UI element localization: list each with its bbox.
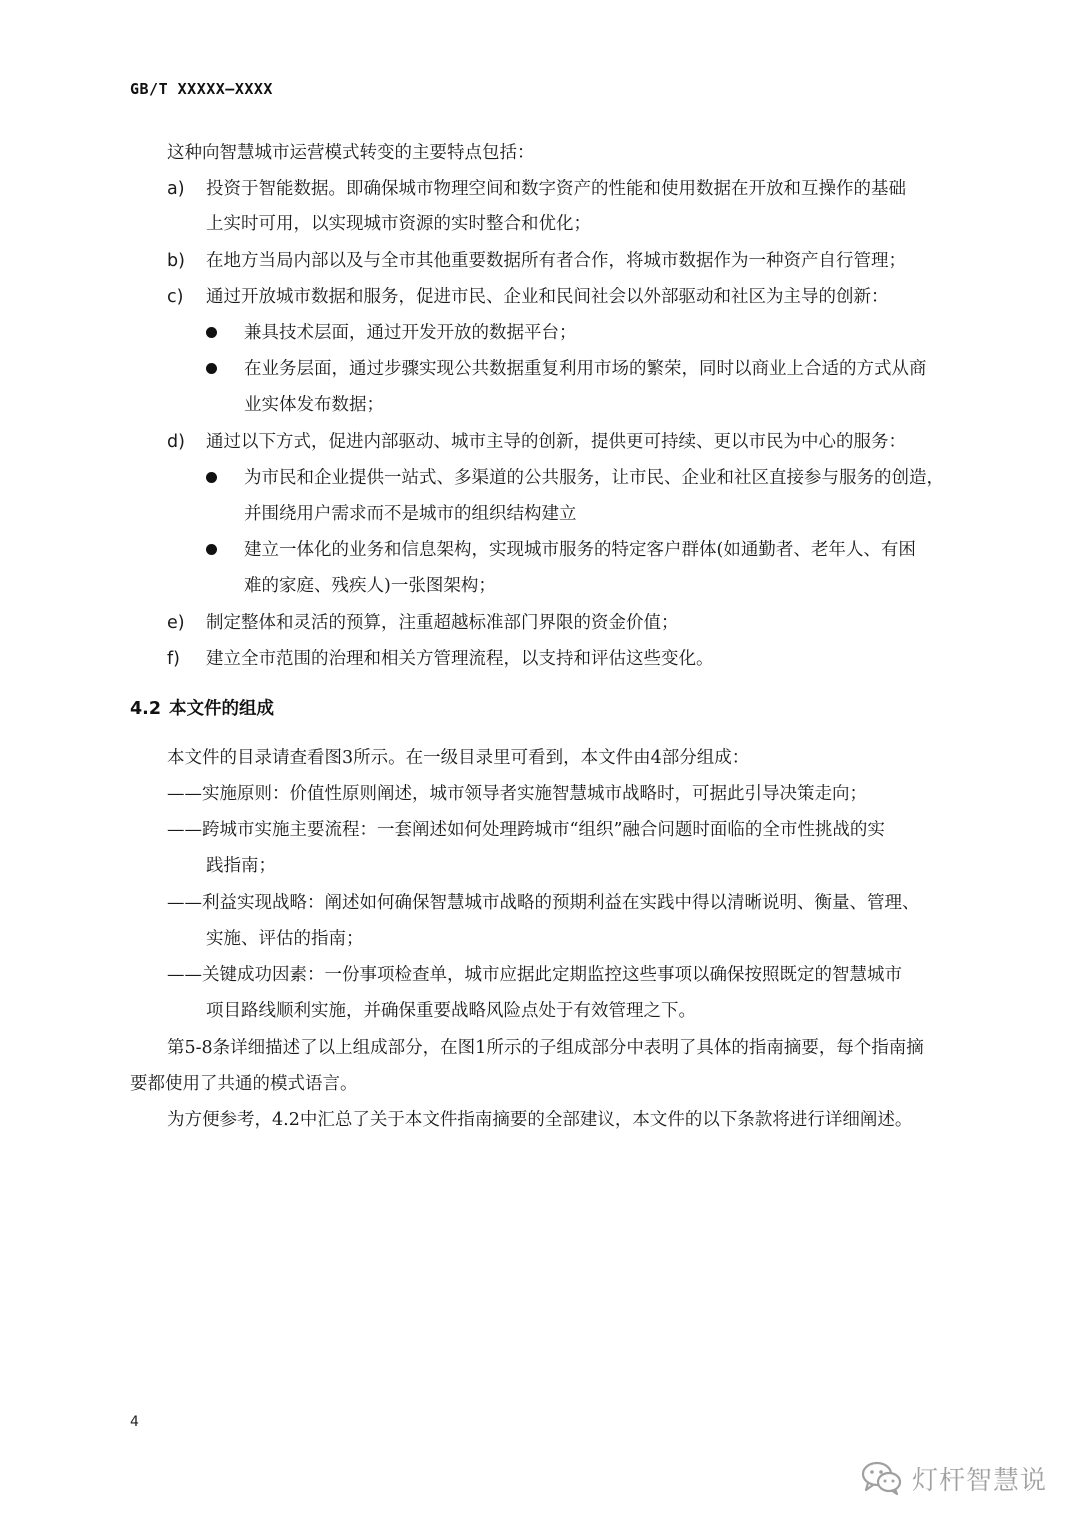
item-f-marker: f) — [167, 649, 180, 669]
bullet-dot-icon — [206, 472, 217, 483]
item-c-bullet2-line1: 在业务层面，通过步骤实现公共数据重复利用市场的繁荣，同时以商业上合适的方式从商 — [244, 359, 927, 379]
dash-item-2-line2: 践指南； — [206, 856, 276, 876]
wechat-icon — [860, 1459, 904, 1497]
dash-item-4-line1: ——关键成功因素：一份事项检查单，城市应据此定期监控这些事项以确保按照既定的智慧城市 — [167, 965, 902, 985]
section-title: 本文件的组成 — [169, 699, 275, 719]
item-d-line1: 通过以下方式，促进内部驱动、城市主导的创新，提供更可持续、更以市民为中心的服务： — [206, 432, 906, 452]
item-d-marker: d) — [167, 432, 185, 452]
watermark-text: 灯杆智慧说 — [912, 1465, 1048, 1496]
item-e-marker: e) — [167, 613, 185, 633]
document-id-header: GB/T XXXXX—XXXX — [130, 80, 273, 98]
paragraph-1-line1: 第5-8条详细描述了以上组成部分，在图1所示的子组成部分中表明了具体的指南摘要，每个指南摘 — [167, 1038, 924, 1058]
intro-text: 这种向智慧城市运营模式转变的主要特点包括： — [167, 143, 535, 163]
section-heading — [130, 697, 274, 721]
watermark — [860, 1456, 1047, 1500]
paragraph-1-line2: 要都使用了共通的模式语言。 — [130, 1074, 358, 1094]
dash-item-1-line1: ——实施原则：价值性原则阐述，城市领导者实施智慧城市战略时，可据此引导决策走向； — [167, 784, 867, 804]
item-d-bullet1-line2: 并围绕用户需求而不是城市的组织结构建立 — [244, 504, 577, 524]
bullet-dot-icon — [206, 363, 217, 374]
item-a-line1: 投资于智能数据。即确保城市物理空间和数字资产的性能和使用数据在开放和互操作的基础 — [206, 179, 906, 199]
page-number: 4 — [130, 1414, 139, 1430]
item-c-line1: 通过开放城市数据和服务，促进市民、企业和民间社会以外部驱动和社区为主导的创新： — [206, 287, 889, 307]
item-b-line1: 在地方当局内部以及与全市其他重要数据所有者合作，将城市数据作为一种资产自行管理； — [206, 251, 906, 271]
item-b-marker: b) — [167, 251, 185, 271]
item-c-marker: c) — [167, 287, 184, 307]
bullet-dot-icon — [206, 327, 217, 338]
section-intro: 本文件的目录请查看图3所示。在一级目录里可看到，本文件由4部分组成： — [167, 748, 750, 768]
dash-item-3-line2: 实施、评估的指南； — [206, 929, 364, 949]
item-a-line2: 上实时可用，以实现城市资源的实时整合和优化； — [206, 214, 591, 234]
item-d-bullet2-line2: 难的家庭、残疾人)一张图架构； — [244, 576, 496, 596]
item-d-bullet1-line1: 为市民和企业提供一站式、多渠道的公共服务，让市民、企业和社区直接参与服务的创造， — [244, 468, 944, 488]
dash-item-4-line2: 项目路线顺利实施，并确保重要战略风险点处于有效管理之下。 — [206, 1001, 696, 1021]
item-c-bullet2-line2: 业实体发布数据； — [244, 395, 384, 415]
item-f-line1: 建立全市范围的治理和相关方管理流程，以支持和评估这些变化。 — [206, 649, 714, 669]
item-d-bullet2-line1: 建立一体化的业务和信息架构，实现城市服务的特定客户群体(如通勤者、老年人、有困 — [244, 540, 916, 560]
bullet-dot-icon — [206, 544, 217, 555]
section-number: 4.2 — [130, 699, 162, 719]
dash-item-3-line1: ——利益实现战略：阐述如何确保智慧城市战略的预期利益在实践中得以清晰说明、衡量、管理、 — [167, 893, 920, 913]
item-c-bullet1-line1: 兼具技术层面，通过开发开放的数据平台； — [244, 323, 577, 343]
item-e-line1: 制定整体和灵活的预算，注重超越标准部门界限的资金价值； — [206, 613, 679, 633]
dash-item-2-line1: ——跨城市实施主要流程：一套阐述如何处理跨城市“组织”融合问题时面临的全市性挑战的实 — [167, 820, 885, 840]
paragraph-2: 为方便参考，4.2中汇总了关于本文件指南摘要的全部建议，本文件的以下条款将进行详细阐述。 — [167, 1110, 913, 1130]
item-a-marker: a) — [167, 179, 185, 199]
